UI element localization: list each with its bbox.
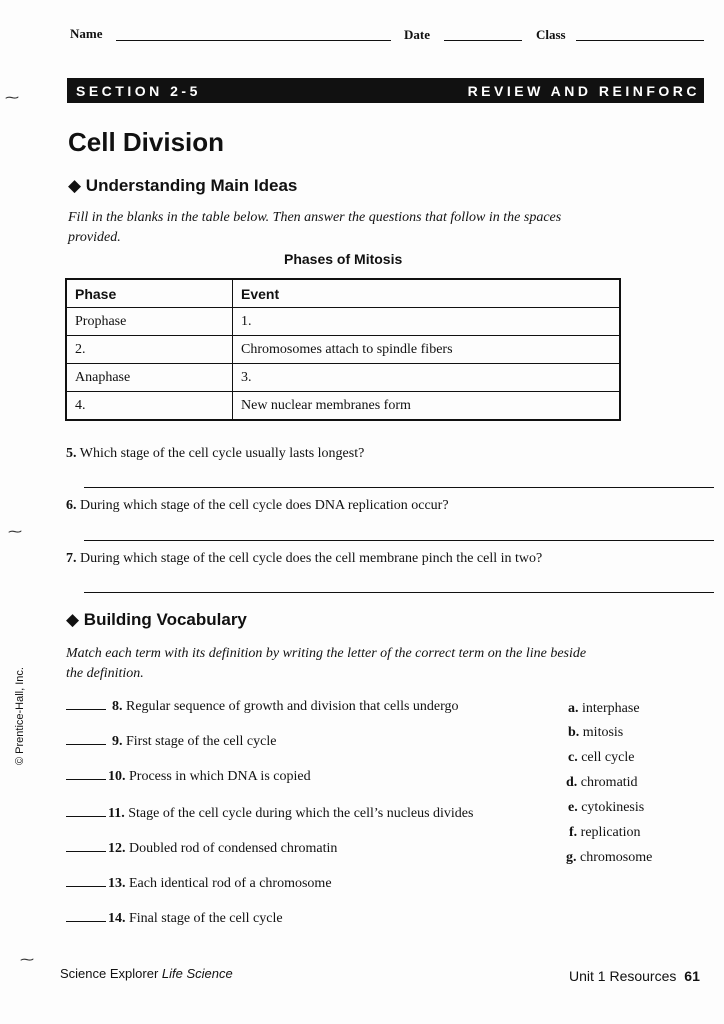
item-text: Each identical rod of a chromosome [129,876,332,891]
question-text: Which stage of the cell cycle usually lasts longest? [79,446,365,461]
answer-line-7[interactable] [84,592,714,593]
choice-term: chromosome [580,850,653,865]
name-field[interactable] [116,40,391,41]
column-header-phase: Phase [66,279,233,308]
choice-letter: e. [568,800,578,815]
phase-cell: Anaphase [66,364,233,392]
phase-cell[interactable]: 4. [66,392,233,421]
name-label: Name [70,26,103,41]
footer-book-title: Science Explorer [60,966,159,981]
copyright-side-text: © Prentice-Hall, Inc. [14,667,26,765]
choice-term: cytokinesis [581,800,645,815]
vocabulary-heading: ◆ Building Vocabulary [66,610,247,629]
choice-term: interphase [582,701,640,716]
section-type: REVIEW AND REINFORC [467,82,700,99]
vocab-item-12 [66,841,337,857]
column-header-event: Event [233,279,621,308]
item-text: Doubled rod of condensed chromatin [129,841,338,856]
main-ideas-instructions: Fill in the blanks in the table below. Then answer the questions that follow in the spaces provided. [68,210,562,245]
item-number: 9. [112,734,123,749]
answer-blank[interactable] [66,921,106,922]
choice-d [566,775,638,791]
choice-b [568,725,623,741]
vocabulary-instructions: Match each term with its definition by writing the letter of the correct term on the line beside the definition. [66,646,587,681]
item-text: Stage of the cell cycle during which the cell’s nucleus divides [128,806,474,821]
page-number: 61 [684,968,700,984]
choice-term: cell cycle [581,750,635,765]
choice-letter: b. [568,725,580,740]
table-row [66,336,620,364]
answer-line-6[interactable] [84,540,714,541]
question-6 [66,498,449,514]
question-7 [66,551,542,567]
table-row [66,364,620,392]
date-field[interactable] [444,40,522,41]
choice-term: chromatid [580,775,638,790]
question-number: 6. [66,498,77,513]
margin-mark: ⁓ [5,91,19,106]
phase-cell: Prophase [66,308,233,336]
choice-g [566,850,652,866]
choice-letter: d. [566,775,578,790]
item-number: 10. [108,769,126,784]
footer-book [60,966,233,981]
vocab-item-8 [66,699,459,715]
section-number: SECTION 2-5 [76,82,201,99]
margin-mark: ⁓ [8,525,22,540]
item-text: Final stage of the cell cycle [129,911,283,926]
item-number: 11. [108,806,125,821]
choice-letter: f. [569,825,578,840]
question-number: 7. [66,551,77,566]
class-label: Class [536,27,566,42]
answer-blank[interactable] [66,744,106,745]
table-row [66,308,620,336]
event-cell: New nuclear membranes form [233,392,621,421]
phase-cell[interactable]: 2. [66,336,233,364]
question-text: During which stage of the cell cycle does DNA replication occur? [80,498,449,513]
vocab-item-11 [66,806,473,822]
choice-f [569,825,641,841]
footer-subject: Life Science [161,966,233,981]
choice-c [568,750,634,766]
footer-unit [569,968,700,984]
vocab-item-13 [66,876,332,892]
choice-letter: c. [568,750,578,765]
item-text: Process in which DNA is copied [129,769,311,784]
table-row [66,392,620,421]
choice-term: mitosis [582,725,624,740]
item-text: First stage of the cell cycle [126,734,277,749]
question-number: 5. [66,446,77,461]
vocab-item-14 [66,911,283,927]
item-number: 8. [112,699,123,714]
event-cell: Chromosomes attach to spindle fibers [233,336,621,364]
answer-line-5[interactable] [84,487,714,488]
footer-unit-label: Unit 1 Resources [569,968,677,984]
answer-blank[interactable] [66,851,106,852]
page-title: Cell Division [68,127,225,157]
item-number: 12. [108,841,126,856]
question-text: During which stage of the cell cycle does the cell membrane pinch the cell in two? [80,551,543,566]
item-text: Regular sequence of growth and division that cells undergo [126,699,459,714]
choice-letter: a. [568,701,579,716]
choice-e [568,800,644,816]
question-5 [66,446,364,462]
margin-mark: ⁓ [20,953,34,968]
table-header-row [66,279,620,308]
item-number: 14. [108,911,126,926]
section-banner [67,78,704,103]
answer-blank[interactable] [66,886,106,887]
class-field[interactable] [576,40,704,41]
vocab-item-10 [66,769,311,785]
phases-table [65,278,621,421]
choice-term: replication [580,825,641,840]
date-label: Date [404,27,430,42]
event-cell[interactable]: 1. [233,308,621,336]
vocab-item-9 [66,734,276,750]
answer-blank[interactable] [66,709,106,710]
table-title: Phases of Mitosis [284,251,403,267]
main-ideas-heading: ◆ Understanding Main Ideas [68,176,298,195]
event-cell[interactable]: 3. [233,364,621,392]
answer-blank[interactable] [66,779,106,780]
choice-letter: g. [566,850,577,865]
answer-blank[interactable] [66,816,106,817]
choice-a [568,701,640,717]
item-number: 13. [108,876,126,891]
